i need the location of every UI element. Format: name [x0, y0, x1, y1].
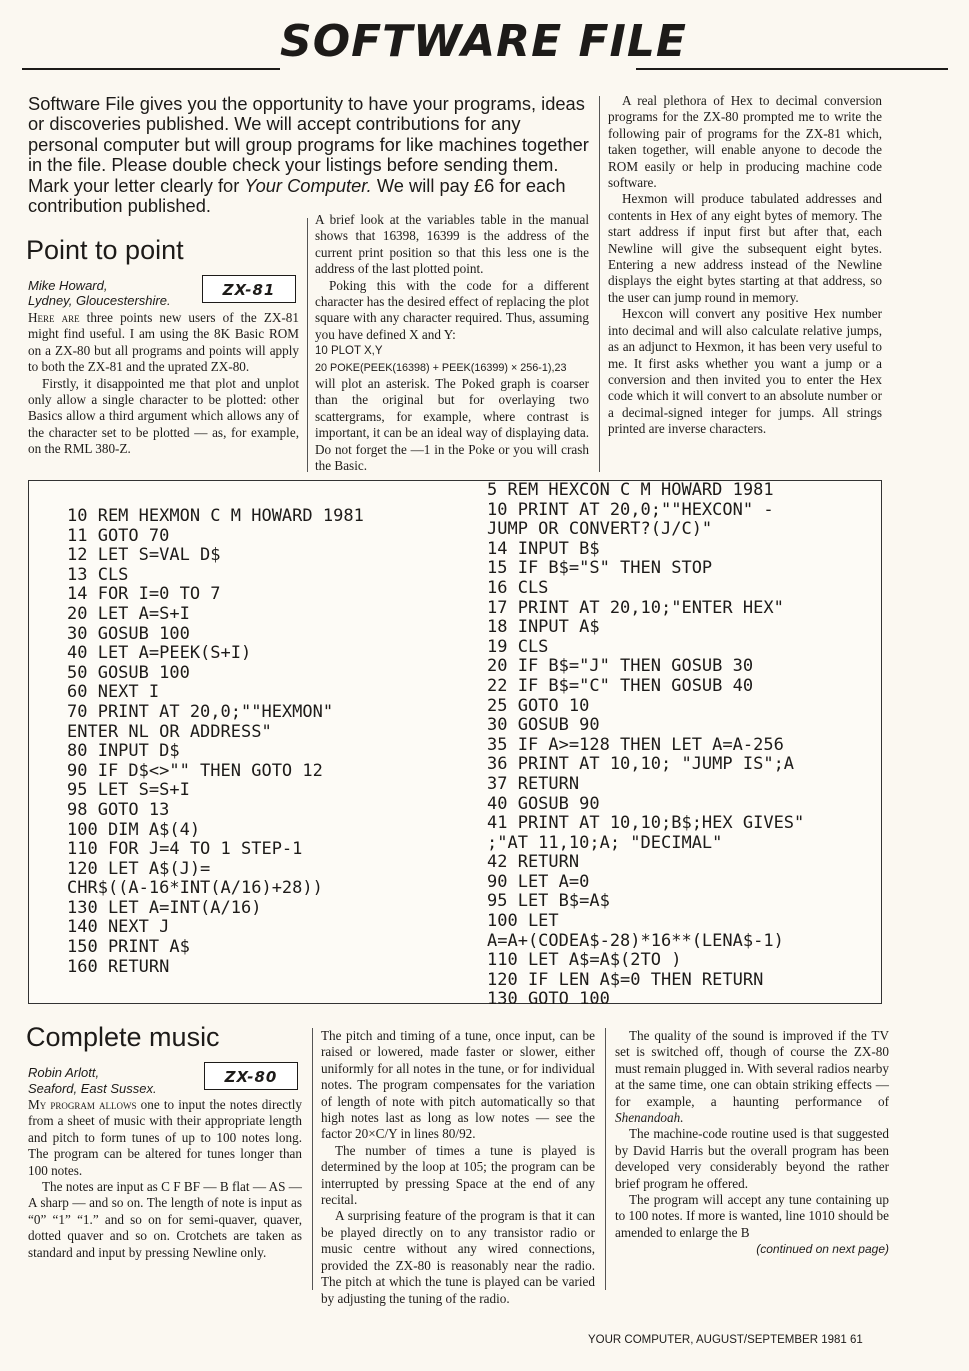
header-rule-left — [22, 68, 280, 70]
article2-column-2 — [321, 1028, 595, 1307]
article2-location: Seaford, East Sussex. — [28, 1081, 157, 1096]
article2-paragraph-3: The pitch and timing of a tune, once input, can be raised or lowered, made faster or slower, either uniformly for all notes in the tune, or for individual notes. The program compensates for the variation of length of note with pitch automatically so that high notes last as long as low notes — see the factor 20×C/Y in lines 80/92. — [321, 1028, 595, 1142]
article1-column-1 — [28, 310, 299, 458]
article2-paragraph-2: The notes are input as C F BF — B flat — AS — A sharp — and so on. The length of note is input as “0” “1” “1.” and so on for semi-quaver, quaver, dotted quaver and so on. Crotchets are taken as standard and input by pressing Newline only. — [28, 1179, 302, 1260]
article2-column-3 — [615, 1028, 889, 1258]
article1-column-3 — [608, 93, 882, 438]
article1-author: Mike Howard, — [28, 278, 108, 293]
article2-paragraph-8: The program will accept any tune containing up to 100 notes. If more is wanted, line 1010 should be amended to enlarge the B — [615, 1192, 889, 1240]
article2-paragraph-5: A surprising feature of the program is that it can be played directly on to any transistor radio or music centre without any wired connections, provided the ZX-80 is reasonably near the radio. The pitch at which the tune is played can be varied by adjusting the tuning of the radio. — [321, 1208, 595, 1306]
article1-paragraph-2: Firstly, it disappointed me that plot and unplot only allow a single character to be plotted: other Basics allow a third argument which allows any of the character set to be plotted — as, for example, on the RML 380-Z. — [28, 375, 299, 457]
article2-lead: My program allows — [28, 1097, 137, 1112]
hexmon-listing: 10 REM HEXMON C M HOWARD 1981 11 GOTO 70 12 LET S=VAL D$ 13 CLS 14 FOR I=0 TO 7 20 LET A=S+I 30 GOSUB 100 40 LET A=PEEK(S+I) 50 GOSUB 100 60 NEXT I 70 PRINT AT 20,0;""HEXMON" ENTER NL OR ADDRESS" 80 INPUT D$ 90 IF D$<>"" THEN GOTO 12 95 LET S=S+I 98 GOTO 13 100 DIM A$(4) 110 FOR J=4 TO 1 STEP-1 120 LET A$(J)= CHR$((A-16*INT(A/16)+28)) 130 LET A=INT(A/16) 140 NEXT J 150 PRINT A$ 160 RETURN — [67, 506, 364, 977]
article1-location: Lydney, Gloucestershire. — [28, 293, 171, 308]
magazine-name: Your Computer. — [244, 174, 372, 196]
article-heading-point-to-point: Point to point — [26, 235, 184, 265]
column-divider-3 — [312, 1028, 313, 1290]
column-divider-2 — [599, 96, 600, 472]
header-rule-right — [636, 68, 948, 70]
article1-paragraph-4: Poking this with the code for a different character has the desired effect of replacing the plot square with any character required. Thus, assuming you have defined X and Y: — [315, 277, 589, 342]
zx81-badge: ZX-81 — [202, 275, 296, 303]
intro-text-before: Software File gives you the opportunity to have your programs, ideas or discoveries published. We will accept contributions for any personal computer but will group programs for like machines together in the file. Please double check your listings before sending them. Mark your letter clearly for — [28, 93, 589, 196]
article-heading-complete-music: Complete music — [26, 1022, 220, 1052]
page-footer: YOUR COMPUTER, AUGUST/SEPTEMBER 1981 61 — [588, 1334, 863, 1346]
zx80-badge: ZX-80 — [204, 1062, 298, 1090]
inline-code-line-2: 20 POKE(PEEK(16398) + PEEK(16399) × 256-1),23 — [315, 361, 567, 374]
article2-column-1 — [28, 1097, 302, 1261]
continued-note: (continued on next page) — [756, 1242, 889, 1257]
article1-paragraph-3: A brief look at the variables table in the manual shows that 16398, 16399 is the address of the current print position so that this less one is the address of the last plotted point. — [315, 212, 589, 277]
article2-paragraph-7: The machine-code routine used is that suggested by David Harris but the overall program has been developed very considerably beyond the rather brief program he offered. — [615, 1126, 889, 1191]
column-divider-4 — [605, 1028, 606, 1290]
intro-text-after: We will pay £6 for each contribution published. — [28, 174, 566, 217]
page-title: SOFTWARE FILE — [280, 16, 687, 67]
article1-column-2 — [315, 212, 589, 475]
hexcon-listing: 5 REM HEXCON C M HOWARD 1981 10 PRINT AT 20,0;""HEXCON" - JUMP OR CONVERT?(J/C)" 14 INPUT B$ 15 IF B$="S" THEN STOP 16 CLS 17 PRINT AT 20,10;"ENTER HEX" 18 INPUT A$ 19 CLS 20 IF B$="J" THEN GOSUB 30 22 IF B$="C" THEN GOSUB 40 25 GOTO 10 30 GOSUB 90 35 IF A>=128 THEN LET A=A-256 36 PRINT AT 10,10; "JUMP IS";A 37 RETURN 40 GOSUB 90 41 PRINT AT 10,10;B$;HEX GIVES" ;"AT 11,10;A; "DECIMAL" 42 RETURN 90 LET A=0 95 LET B$=A$ 100 LET A=A+(CODEA$-28)*16**(LENA$-1) 110 LET A$=A$(2TO ) 120 IF LEN A$=0 THEN RETURN 130 GOTO 100 — [487, 480, 805, 1010]
column-divider-1 — [307, 218, 308, 472]
article2-paragraph-6: The quality of the sound is improved if the TV set is switched off, though of course the ZX-80 must remain plugged in. With several radios nearby at the same time, one can obtain striking effects — for example, a haunting performance of Shenandoah. — [615, 1028, 889, 1126]
intro-text — [28, 94, 593, 216]
article1-paragraph-6: A real plethora of Hex to decimal conversion programs for the ZX-80 prompted me to write the following pair of programs for the ZX-81 which, taken together, will enable anyone to decode the ROM easily or help in producing machine code software. — [608, 93, 882, 191]
article1-paragraph-7: Hexmon will produce tabulated addresses and contents in Hex of any eight bytes of memory. The start address if input first but after that, each Newline will give the subsequent eight bytes. Entering a new address instead of the Newline displays the eight bytes starting at that address, so the user can jump round in memory. — [608, 191, 882, 305]
article2-paragraph-4: The number of times a tune is played is determined by the loop at 105; the program can be interrupted by pressing Space at the end of any recital. — [321, 1142, 595, 1208]
article1-paragraph-8: Hexcon will convert any positive Hex number into decimal and will also calculate relative jumps, as an adjunct to Hexmon, it has been very useful to me. It first asks whether you want a jump or a conversion and then invited you to enter the Hex code which it will convert to an absolute number or a decimal-signed integer for jumps. All strings printed are inverse characters. — [608, 306, 882, 437]
article1-paragraph-5: will plot an asterisk. The Poked graph is coarser than the original but for overlaying two scattergrams, for example, where contrast is important, it can be an ideal way of displaying data. Do not forget the —1 in the Poke or you will crash the Basic. — [315, 376, 589, 474]
article2-author: Robin Arlott, — [28, 1065, 100, 1080]
program-listing-box — [28, 480, 882, 1010]
article1-paragraph-1: Here are three points new users of the ZX-81 might find useful. I am using the 8K Basic ROM on a ZX-80 but all programs and points will apply to both the ZX-81 and the uprated ZX-80. — [28, 310, 299, 375]
article1-lead: Here are — [28, 310, 80, 325]
article2-paragraph-1: My program allows one to input the notes directly from a sheet of music with their appropriate length and pitch to form tunes of up to 100 notes long. The program can be altered for tunes longer than 100 notes. — [28, 1097, 302, 1178]
song-title: Shenandoah. — [615, 1110, 684, 1126]
inline-code-line-1: 10 PLOT X,Y — [315, 345, 383, 358]
